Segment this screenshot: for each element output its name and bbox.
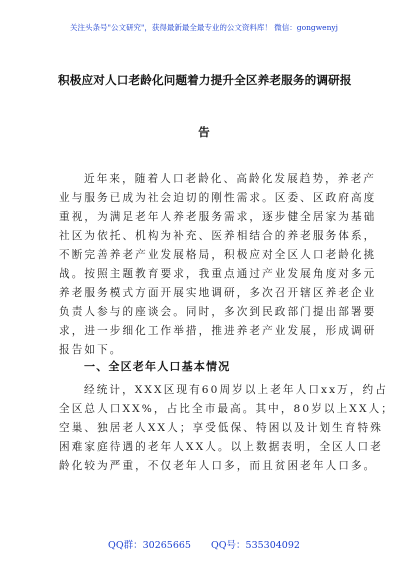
document-title-line-1: 积极应对人口老龄化问题着力提升全区养老服务的调研报 bbox=[58, 73, 352, 87]
document-title-line-2: 告 bbox=[198, 125, 210, 139]
section-heading: 一、全区老年人口基本情况 bbox=[84, 360, 231, 373]
paragraph-1-line-7: 养老服务模式方面开展实地调研，多次召开辖区养老企业 bbox=[59, 287, 377, 299]
paragraph-2-line-5: 龄化较为严重，不仅老年人口多，而且贫困老年人口多。 bbox=[59, 460, 377, 472]
paragraph-1-line-10: 报告如下。 bbox=[59, 344, 123, 356]
paragraph-2-line-4: 困难家庭待遇的老年人XX人。以上数据表明，全区人口老 bbox=[59, 441, 383, 453]
footer-qq-group: QQ群：30265665 bbox=[108, 540, 191, 551]
paragraph-2-line-3: 空巢、独居老人XX人；享受低保、特困以及计划生育特殊 bbox=[59, 422, 383, 434]
paragraph-2-line-1: 经统计，XXX区现有60周岁以上老年人口xx万，约占 bbox=[84, 384, 388, 396]
paragraph-2-line-2: 全区总人口XX%，占比全市最高。其中，80岁以上XX人； bbox=[59, 403, 394, 415]
paragraph-1-line-3: 重视，为满足老年人养老服务需求，逐步健全居家为基础 bbox=[59, 211, 377, 223]
paragraph-1-line-4: 社区为依托、机构为补充、医养相结合的养老服务体系， bbox=[59, 230, 377, 242]
paragraph-1-line-8: 负责人参与的座谈会。同时，多次到民政部门提出部署要 bbox=[59, 306, 377, 318]
paragraph-1-line-2: 业与服务已成为社会迫切的刚性需求。区委、区政府高度 bbox=[59, 192, 377, 204]
footer bbox=[0, 540, 408, 552]
paragraph-1-line-5: 不断完善养老产业发展格局，积极应对全区人口老龄化挑 bbox=[59, 249, 377, 261]
paragraph-1-line-1: 近年来，随着人口老龄化、高龄化发展趋势，养老产 bbox=[84, 173, 376, 185]
paragraph-1-line-6: 战。按照主题教育要求，我重点通过产业发展角度对多元 bbox=[59, 268, 377, 280]
footer-qq-number: QQ号：535304092 bbox=[210, 540, 300, 551]
header-note: 关注头条号"公文研究"，获得最新最全最专业的公文资料库！ 微信：gongwenyj bbox=[70, 23, 338, 32]
paragraph-1-line-9: 求，进一步细化工作举措，推进养老产业发展，形成调研 bbox=[59, 325, 377, 337]
